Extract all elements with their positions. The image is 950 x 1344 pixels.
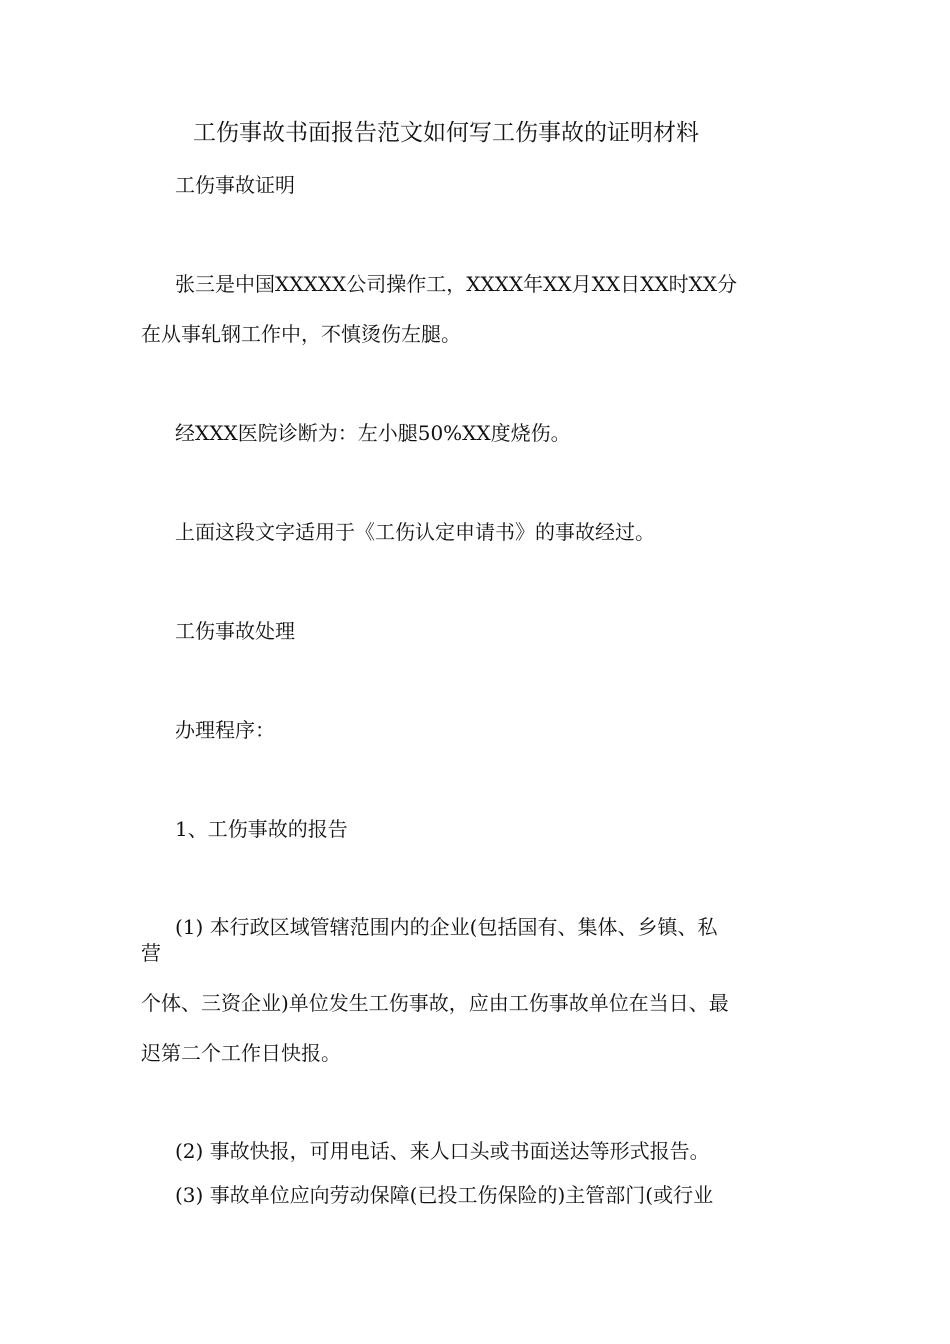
list-item-line: 迟第二个工作日快报。 bbox=[141, 1041, 341, 1065]
section-heading-handling: 工伤事故处理 bbox=[175, 619, 295, 643]
paragraph-line: 上面这段文字适用于《工伤认定申请书》的事故经过。 bbox=[175, 520, 655, 544]
paragraph-line: 经XXX医院诊断为：左小腿50%XX度烧伤。 bbox=[175, 421, 571, 445]
paragraph-line: 办理程序： bbox=[175, 718, 275, 742]
paragraph-line: 张三是中国XXXXX公司操作工，XXXX年XX月XX日XX时XX分 bbox=[175, 272, 738, 296]
list-item-line: (1) 本行政区域管辖范围内的企业(包括国有、集体、乡镇、私 bbox=[175, 915, 718, 939]
list-item-line: 营 bbox=[141, 941, 161, 965]
list-item-line: (3) 事故单位应向劳动保障(已投工伤保险的)主管部门(或行业 bbox=[175, 1183, 714, 1207]
paragraph-line: 在从事轧钢工作中，不慎烫伤左腿。 bbox=[141, 322, 461, 346]
document-title: 工伤事故书面报告范文如何写工伤事故的证明材料 bbox=[193, 120, 699, 146]
section-heading-proof: 工伤事故证明 bbox=[175, 173, 295, 197]
list-heading: 1、工伤事故的报告 bbox=[175, 817, 348, 841]
list-item-line: (2) 事故快报，可用电话、来人口头或书面送达等形式报告。 bbox=[175, 1139, 710, 1163]
list-item-line: 个体、三资企业)单位发生工伤事故，应由工伤事故单位在当日、最 bbox=[141, 991, 729, 1015]
